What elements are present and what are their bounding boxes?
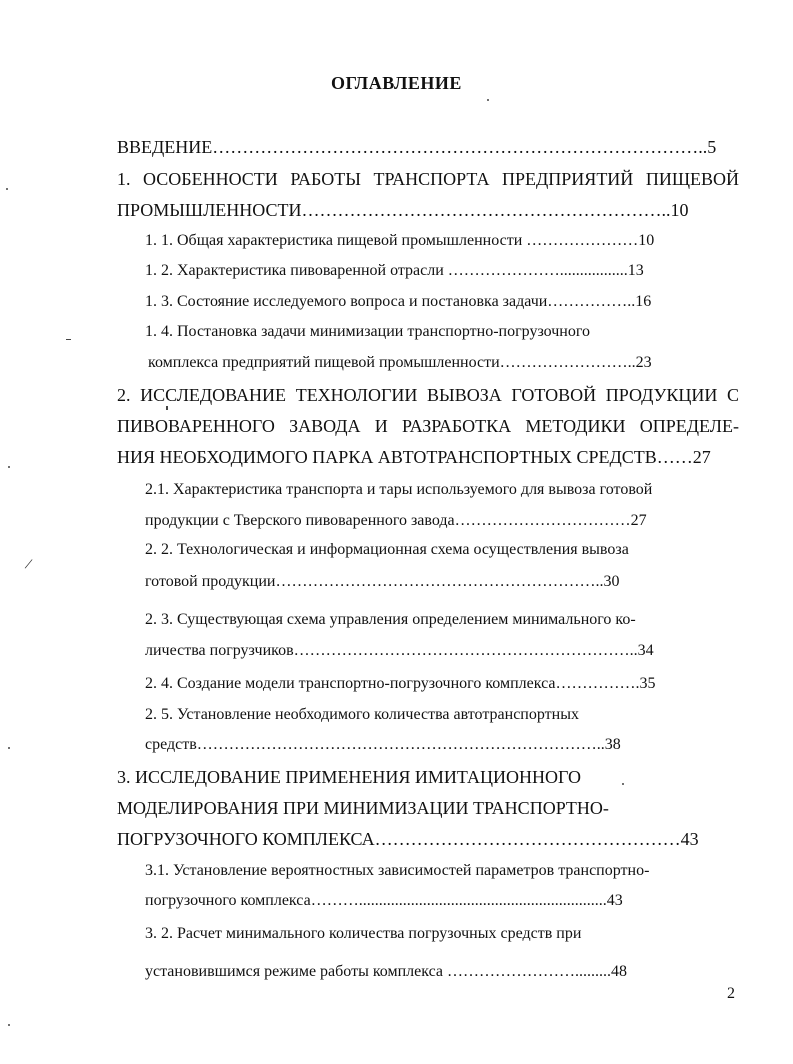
toc-entry-chapter-3-line-3: ПОГРУЗОЧНОГО КОМПЛЕКСА……………………………………………43 <box>117 829 699 849</box>
scan-speck <box>8 466 10 468</box>
toc-entry-section-2-5-line-2: средств…………………………………………………………………..38 <box>145 736 621 753</box>
toc-entry-section-1-2: 1. 2. Характеристика пивоваренной отрасли ………………….................13 <box>145 262 644 279</box>
toc-entry-section-2-3-line-2: личества погрузчиков………………………………………………………..34 <box>145 642 654 659</box>
toc-entry-section-2-4: 2. 4. Создание модели транспортно-погрузочного комплекса…………….35 <box>145 675 656 692</box>
page-number: 2 <box>727 985 735 1002</box>
toc-entry-section-2-2-line-1: 2. 2. Технологическая и информационная схема осуществления вывоза <box>145 541 629 558</box>
scan-speck <box>8 747 10 749</box>
toc-entry-section-1-3: 1. 3. Состояние исследуемого вопроса и постановка задачи……………..16 <box>145 293 652 310</box>
toc-entry-section-2-2-line-2: готовой продукции……………………………………………………..30 <box>145 573 620 590</box>
toc-entry-intro: ВВЕДЕНИЕ………………………………………………………………………..5 <box>117 137 717 157</box>
toc-entry-chapter-3-line-1: 3. ИССЛЕДОВАНИЕ ПРИМЕНЕНИЯ ИМИТАЦИОННОГО <box>117 767 581 787</box>
toc-entry-section-3-2-line-1: 3. 2. Расчет минимального количества погрузочных средств при <box>145 925 582 942</box>
toc-entry-section-2-3-line-1: 2. 3. Существующая схема управления определением минимального ко- <box>145 611 636 628</box>
toc-entry-chapter-1-line-1: 1. ОСОБЕННОСТИ РАБОТЫ ТРАНСПОРТА ПРЕДПРИЯТИЙ ПИЩЕВОЙ <box>117 169 739 189</box>
scan-speck <box>8 1024 10 1026</box>
toc-entry-section-3-1-line-2: погрузочного комплекса………..............................................................43 <box>145 892 623 909</box>
toc-entry-section-3-2-line-2: установившимся режиме работы комплекса …………………….........48 <box>145 963 628 980</box>
toc-entry-section-3-1-line-1: 3.1. Установление вероятностных зависимостей параметров транспортно- <box>145 862 650 879</box>
scan-speck <box>6 188 8 190</box>
scan-speck <box>166 406 168 410</box>
toc-entry-section-2-1-line-2: продукции с Тверского пивоваренного завода……………………………27 <box>145 512 647 529</box>
toc-entry-section-2-1-line-1: 2.1. Характеристика транспорта и тары используемого для вывоза готовой <box>145 481 653 498</box>
scan-speck <box>622 783 624 785</box>
toc-entry-section-1-4-line-1: 1. 4. Постановка задачи минимизации транспортно-погрузочного <box>145 323 591 340</box>
toc-entry-section-2-5-line-1: 2. 5. Установление необходимого количества автотранспортных <box>145 706 579 723</box>
toc-entry-chapter-2-line-1: 2. ИССЛЕДОВАНИЕ ТЕХНОЛОГИИ ВЫВОЗА ГОТОВОЙ ПРОДУКЦИИ С <box>117 385 739 405</box>
scan-mark: / <box>23 555 34 574</box>
toc-entry-chapter-1-line-2: ПРОМЫШЛЕННОСТИ……………………………………………………..10 <box>117 200 689 220</box>
scan-speck <box>66 339 71 340</box>
page-title: ОГЛАВЛЕНИЕ <box>331 73 462 93</box>
toc-entry-chapter-2-line-3: НИЯ НЕОБХОДИМОГО ПАРКА АВТОТРАНСПОРТНЫХ СРЕДСТВ……27 <box>117 447 711 467</box>
toc-entry-chapter-3-line-2: МОДЕЛИРОВАНИЯ ПРИ МИНИМИЗАЦИИ ТРАНСПОРТНО- <box>117 798 609 818</box>
scan-speck <box>487 99 489 101</box>
toc-entry-section-1-1: 1. 1. Общая характеристика пищевой промышленности …………………10 <box>145 232 655 249</box>
toc-entry-chapter-2-line-2: ПИВОВАРЕННОГО ЗАВОДА И РАЗРАБОТКА МЕТОДИКИ ОПРЕДЕЛЕ- <box>117 416 739 436</box>
toc-entry-section-1-4-line-2: комплекса предприятий пищевой промышленности……………………..23 <box>148 354 652 371</box>
